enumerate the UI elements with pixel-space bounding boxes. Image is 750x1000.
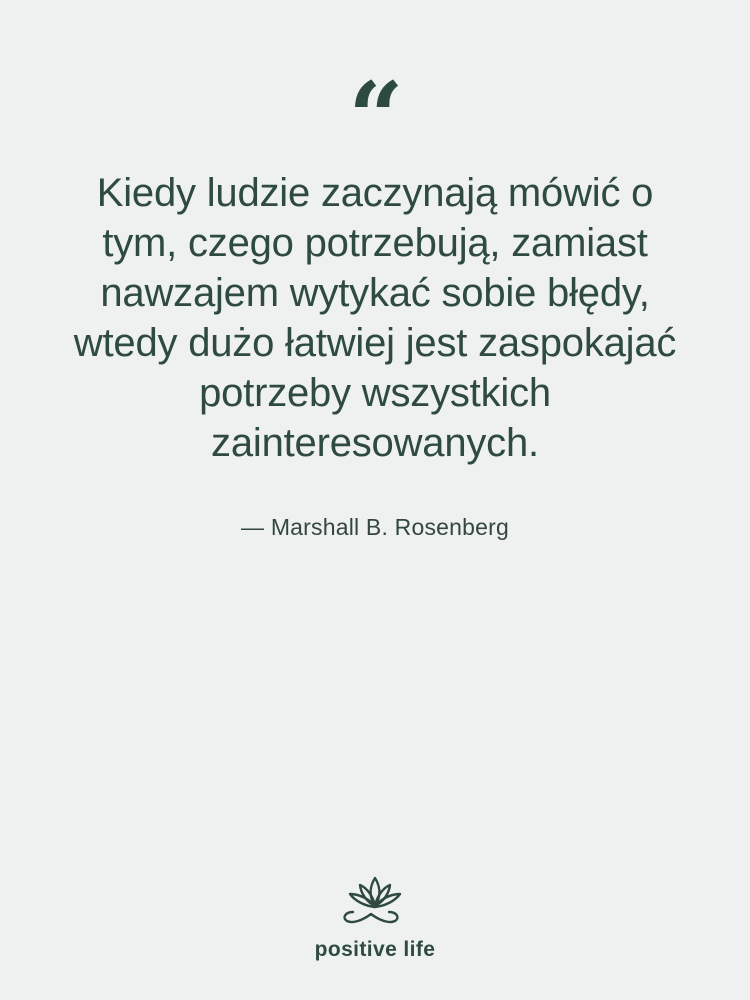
- brand-block: [0, 872, 750, 962]
- quote-text: Kiedy ludzie zaczynają mówić o tym, czego potrzebują, zamiast nawzajem wytykać sobie błędy, wtedy dużo łatwiej jest zaspokajać potrzeby wszystkich zainteresowanych.: [73, 171, 677, 465]
- quote-mark-icon: “: [348, 61, 402, 174]
- lotus-icon: [329, 872, 421, 930]
- quote-attribution: — Marshall B. Rosenberg: [241, 514, 509, 540]
- brand-name: positive life: [314, 938, 436, 961]
